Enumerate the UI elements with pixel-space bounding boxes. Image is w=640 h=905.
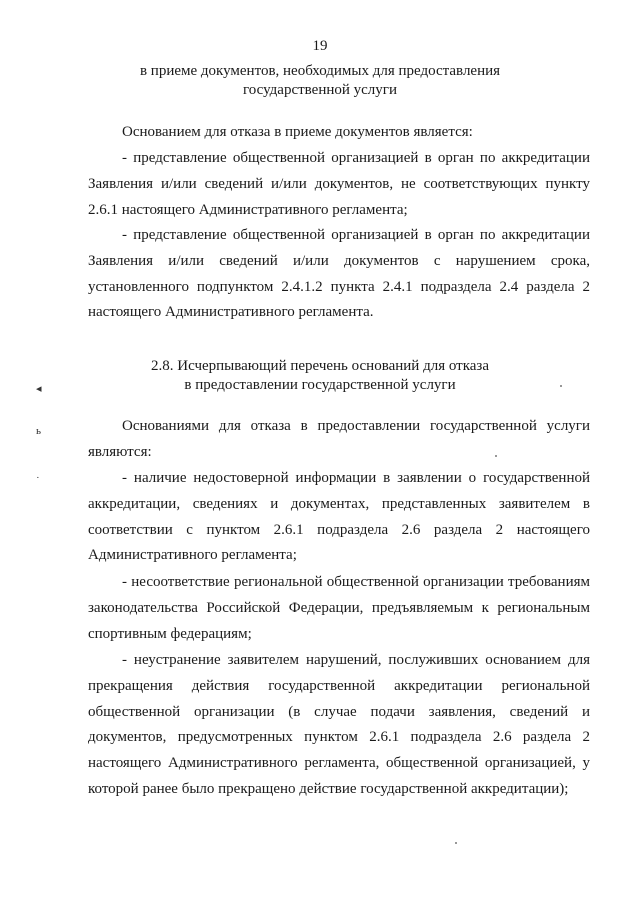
scan-mark-2: ь (36, 425, 42, 437)
denial-ground-item-3: - неустранение заявителем нарушений, послуживших основанием для прекращения действия государственной аккредитации региональной общественной организации (в случае подачи заявления, сведений и документов, предусмотренных пунктом 2.6.1 подраздела 2.6 раздела 2 настоящего Административного регламента, общественной организацией, у которой ранее было прекращено действие государственной аккредитации); (88, 652, 590, 797)
refusal-grounds-intro: Основанием для отказа в приеме документов является: (122, 124, 473, 140)
scan-speck-1 (495, 455, 497, 457)
denial-ground-item-1: - наличие недостоверной информации в заявлении о государственной аккредитации, сведениях и документах, представленных заявителем в соответствии с пунктом 2.6.1 подраздела 2.6 раздела 2 настоящего Административного регламента; (88, 470, 590, 564)
section-heading (0, 357, 640, 395)
denial-grounds-intro: Основаниями для отказа в предоставлении государственной услуги являются: (88, 418, 590, 460)
scan-speck-3 (455, 842, 457, 844)
scan-mark-3: ˙ (36, 475, 40, 487)
scan-mark-1: ◂ (36, 383, 42, 395)
continued-heading (0, 62, 640, 100)
continued-heading-line-1: в приеме документов, необходимых для предоставления (139, 63, 501, 79)
section-heading-line-1: 2.8. Исчерпывающий перечень оснований для отказа (151, 358, 489, 374)
section-heading-line-2: в предоставлении государственной услуги (184, 377, 456, 393)
refusal-ground-item-1: - представление общественной организацией в орган по аккредитации Заявления и/или сведений и/или документов, не соответствующих пункту 2.6.1 настоящего Административного регламента; (88, 150, 590, 218)
continued-heading-line-2: государственной услуги (243, 82, 397, 98)
page-number: 19 (312, 38, 328, 54)
refusal-ground-item-2: - представление общественной организацией в орган по аккредитации Заявления и/или сведений и/или документов с нарушением срока, установленного подпунктом 2.4.1.2 пункта 2.4.1 подраздела 2.4 раздела 2 настоящего Административного регламента. (88, 227, 590, 321)
scan-speck-2 (560, 385, 562, 387)
denial-ground-item-2: - несоответствие региональной общественной организации требованиям законодательства Российской Федерации, предъявляемым к региональным спортивным федерациям; (88, 574, 590, 642)
